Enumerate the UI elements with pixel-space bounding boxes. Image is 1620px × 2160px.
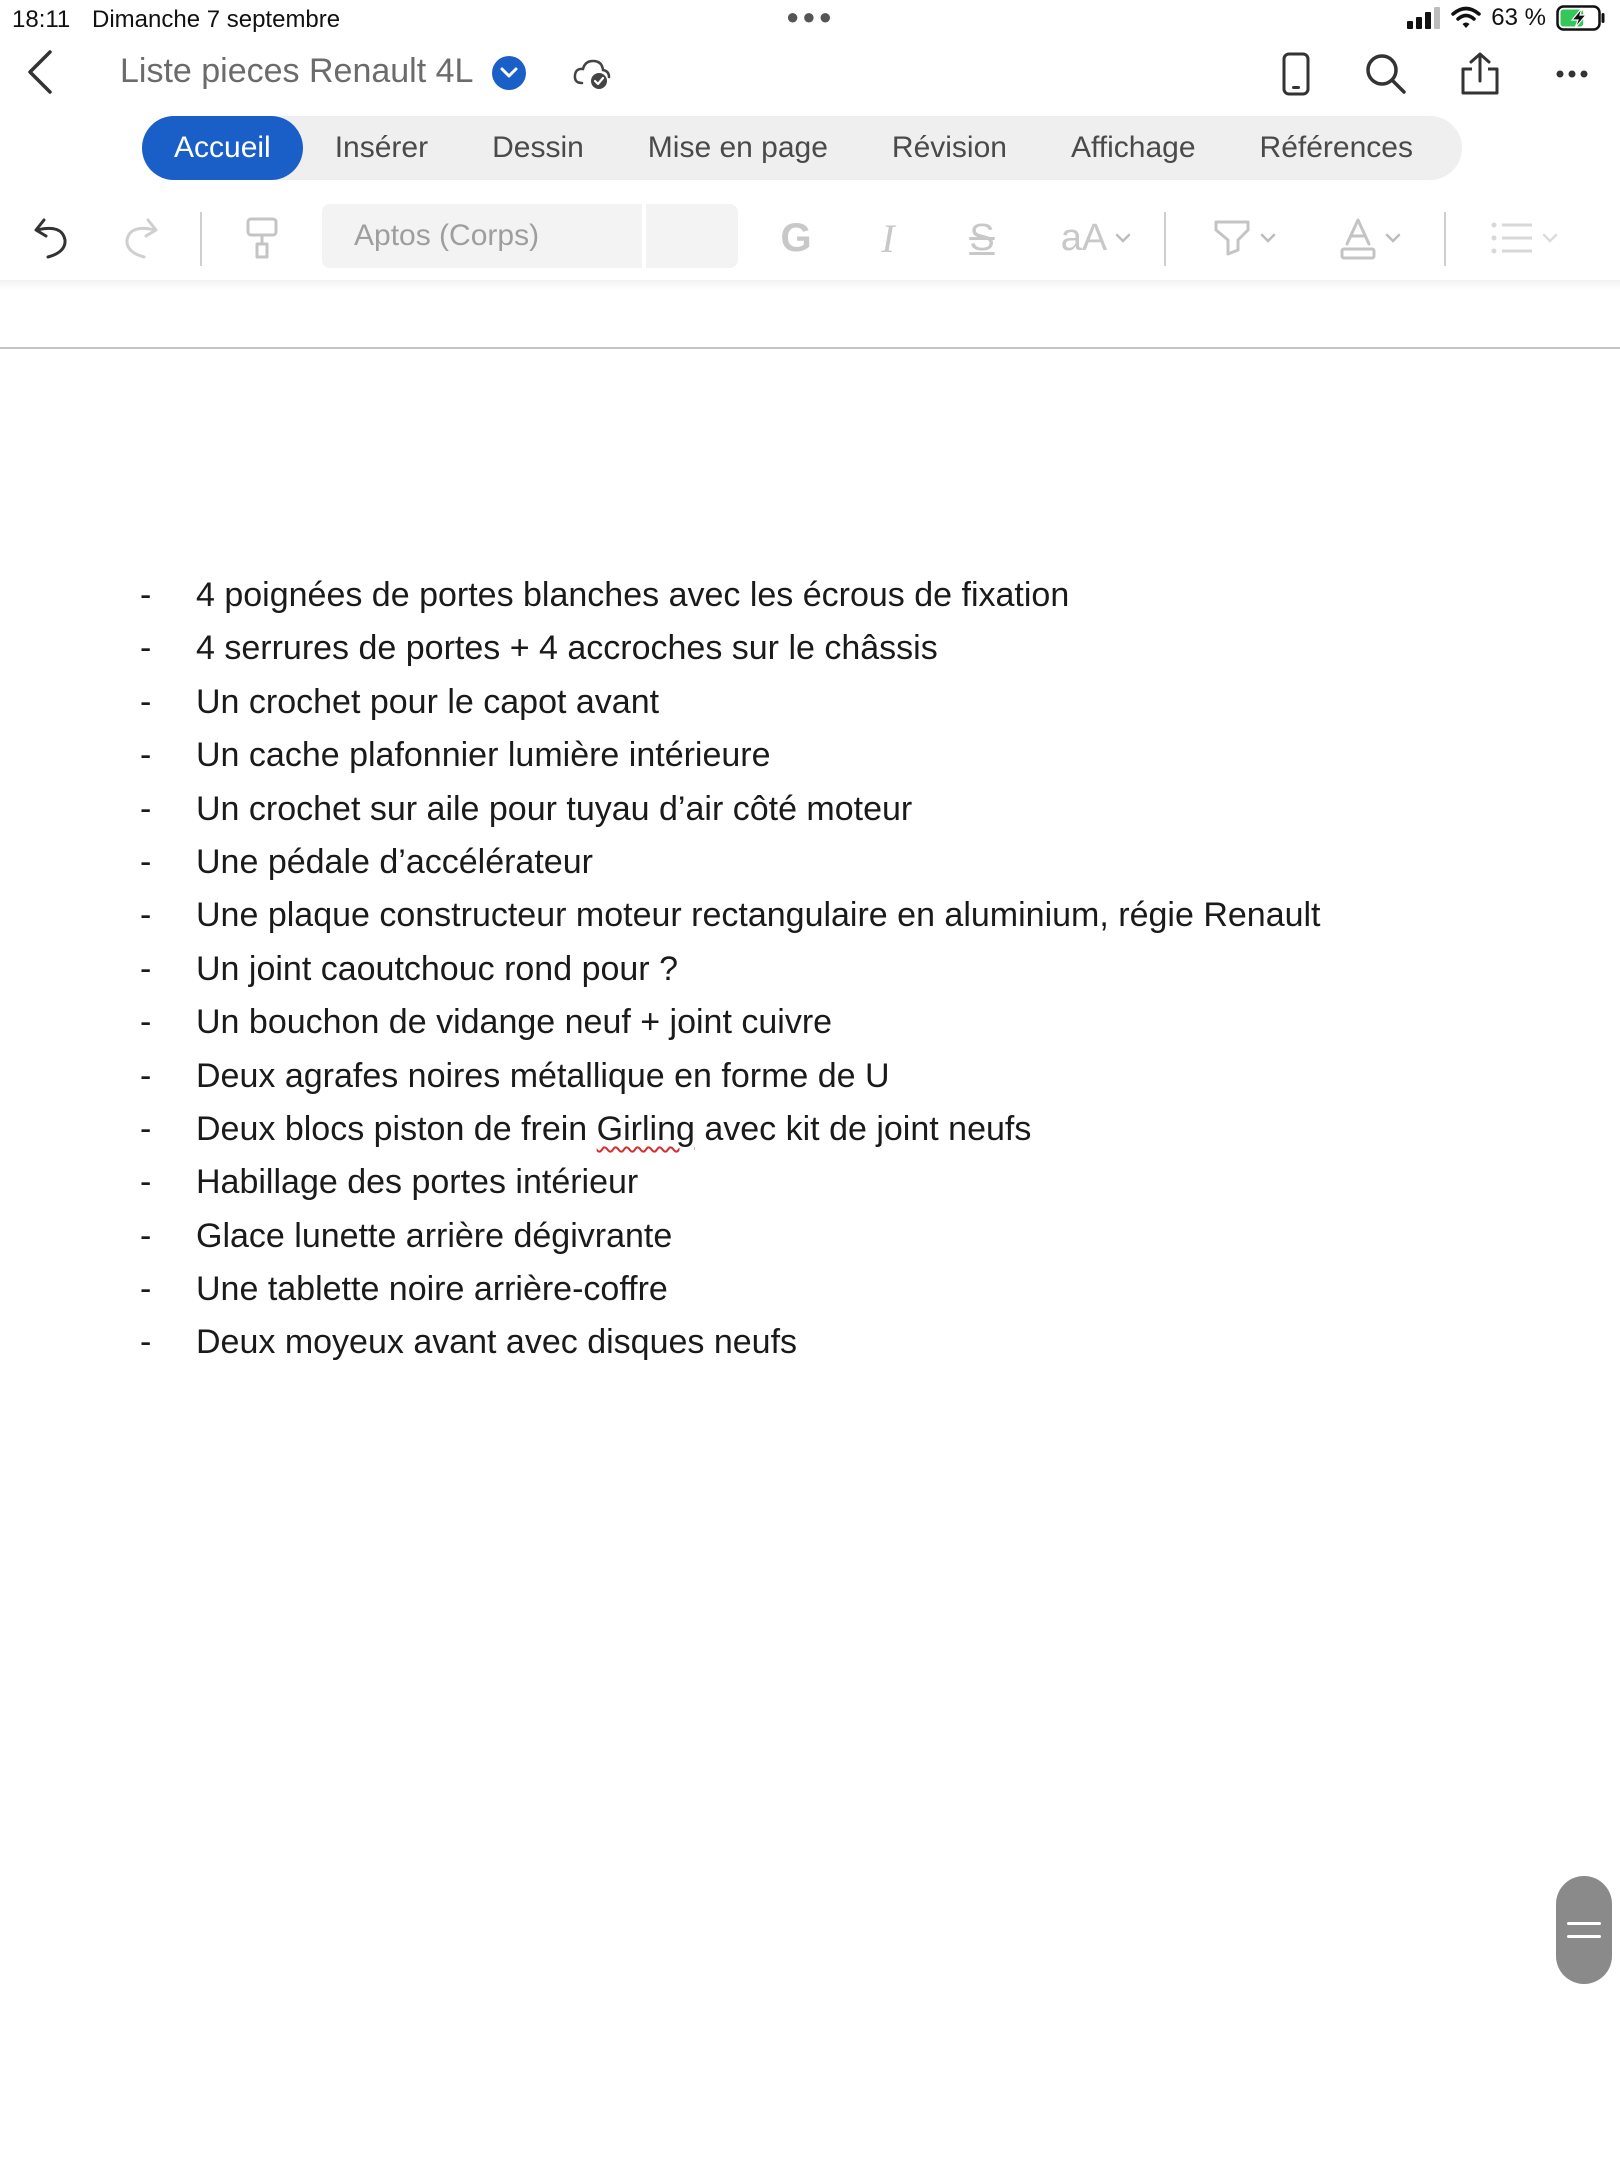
status-date: Dimanche 7 septembre: [92, 6, 341, 33]
list-item-text: Une plaque constructeur moteur rectangulaire en aluminium, régie Renault: [196, 896, 1321, 935]
strikethrough-button[interactable]: S: [969, 216, 995, 259]
bullet-dash: -: [140, 789, 152, 828]
bullet-dash: -: [140, 1270, 152, 1309]
font-size-field[interactable]: [646, 204, 738, 268]
more-icon: [1555, 69, 1589, 79]
font-color-icon: [1339, 216, 1377, 260]
scroll-handle[interactable]: [1556, 1876, 1612, 1984]
toolbar-separator: [1444, 212, 1446, 266]
bullet-dash: -: [140, 629, 152, 668]
bullet-dash: -: [140, 736, 152, 775]
bullet-dash: -: [140, 1163, 152, 1202]
tab-inserer[interactable]: Insérer: [334, 131, 429, 164]
highlighter-icon: [1212, 216, 1252, 260]
redo-icon: [120, 216, 160, 260]
font-name-field[interactable]: Aptos (Corps): [322, 204, 642, 268]
bullet-dash: -: [140, 1216, 152, 1255]
list-item-text: Un cache plafonnier lumière intérieure: [196, 736, 771, 775]
back-button[interactable]: [20, 44, 60, 100]
chevron-down-icon: [1260, 233, 1276, 243]
share-button[interactable]: [1452, 46, 1508, 102]
multitasking-dots-icon[interactable]: ●●●: [786, 4, 835, 29]
share-icon: [1459, 51, 1501, 97]
document-title[interactable]: Liste pieces Renault 4L: [120, 52, 474, 90]
list-item-text: Un crochet pour le capot avant: [196, 682, 660, 721]
cloud-sync-icon: [572, 57, 612, 91]
tab-affichage[interactable]: Affichage: [1070, 131, 1196, 164]
bullet-dash: -: [140, 576, 152, 614]
chevron-down-icon: [1115, 233, 1131, 243]
toolbar-separator: [1164, 212, 1166, 266]
bullet-dash: -: [140, 1323, 152, 1362]
list-item-text: 4 serrures de portes + 4 accroches sur le châssis: [196, 629, 938, 668]
grip-line-icon: [1567, 1935, 1601, 1938]
bold-button[interactable]: G: [780, 215, 812, 260]
bullet-dash: -: [140, 949, 152, 988]
list-item-text: Glace lunette arrière dégivrante: [196, 1216, 673, 1255]
list-item-text: Habillage des portes intérieur: [196, 1163, 639, 1202]
bullet-list-icon: [1490, 220, 1534, 256]
change-case-label: aA: [1060, 216, 1108, 259]
tab-accueil[interactable]: Accueil: [142, 116, 303, 180]
highlighter-button[interactable]: [1204, 210, 1284, 266]
spellcheck-flagged-word[interactable]: Girling: [596, 1109, 695, 1148]
bullet-dash: -: [140, 1003, 152, 1042]
status-bar: [0, 0, 1620, 40]
page-top-divider: [0, 347, 1620, 349]
search-icon: [1364, 52, 1408, 96]
tab-dessin[interactable]: Dessin: [492, 131, 584, 164]
bullet-dash: -: [140, 1109, 152, 1148]
back-chevron-icon: [26, 49, 54, 95]
undo-button[interactable]: [28, 210, 76, 266]
font-color-button[interactable]: [1330, 210, 1410, 266]
list-item-text: Deux agrafes noires métallique en forme de U: [196, 1056, 890, 1095]
bullet-dash: -: [140, 842, 152, 881]
bullet-dash: -: [140, 682, 152, 721]
text-segment: Deux blocs piston de frein: [196, 1109, 597, 1148]
list-item-text: 4 poignées de portes blanches avec les écrous de fixation: [196, 576, 1070, 614]
undo-icon: [32, 216, 72, 260]
status-right: [1407, 4, 1606, 32]
bullet-dash: -: [140, 1056, 152, 1095]
chevron-down-icon: [1385, 233, 1401, 243]
list-item-text: Un joint caoutchouc rond pour ?: [196, 949, 678, 988]
title-dropdown-icon: [500, 67, 518, 79]
title-dropdown-button[interactable]: [492, 56, 526, 90]
list-item-text: Une tablette noire arrière-coffre: [196, 1270, 668, 1309]
battery-charging-icon: [1556, 5, 1606, 31]
tab-mise-en-page[interactable]: Mise en page: [647, 131, 828, 164]
formatting-toolbar: [0, 200, 1620, 280]
list-item-text: Un bouchon de vidange neuf + joint cuivre: [196, 1003, 833, 1042]
redo-button[interactable]: [116, 210, 164, 266]
status-time: 18:11: [12, 6, 71, 33]
cloud-sync-button[interactable]: [568, 52, 616, 96]
list-item-text: Deux moyeux avant avec disques neufs: [196, 1323, 798, 1362]
more-button[interactable]: [1544, 46, 1600, 102]
bullet-list-button[interactable]: [1484, 210, 1564, 266]
italic-button[interactable]: I: [881, 215, 895, 261]
tab-references[interactable]: Références: [1259, 131, 1413, 164]
wifi-icon: [1451, 6, 1481, 30]
toolbar-separator: [200, 212, 202, 266]
format-painter-icon: [245, 216, 279, 260]
toolbar-shadow: [0, 280, 1620, 290]
list-item-text: Un crochet sur aile pour tuyau d’air côté moteur: [196, 789, 913, 828]
format-painter-button[interactable]: [240, 210, 284, 266]
search-button[interactable]: [1358, 46, 1414, 102]
change-case-button[interactable]: [1048, 210, 1144, 266]
grip-line-icon: [1567, 1922, 1601, 1925]
battery-percent: 63 %: [1491, 4, 1546, 31]
ribbon-tabs: [142, 116, 1462, 180]
list-item-text: Une pédale d’accélérateur: [196, 842, 593, 881]
tab-revision[interactable]: Révision: [891, 131, 1007, 164]
phone-view-button[interactable]: [1268, 46, 1324, 102]
phone-view-icon: [1282, 52, 1310, 96]
cellular-signal-icon: [1407, 7, 1441, 29]
list-item-text: [196, 1110, 1031, 1149]
text-segment: avec kit de joint neufs: [694, 1109, 1032, 1148]
chevron-down-icon: [1542, 233, 1558, 243]
bullet-dash: -: [140, 896, 152, 935]
